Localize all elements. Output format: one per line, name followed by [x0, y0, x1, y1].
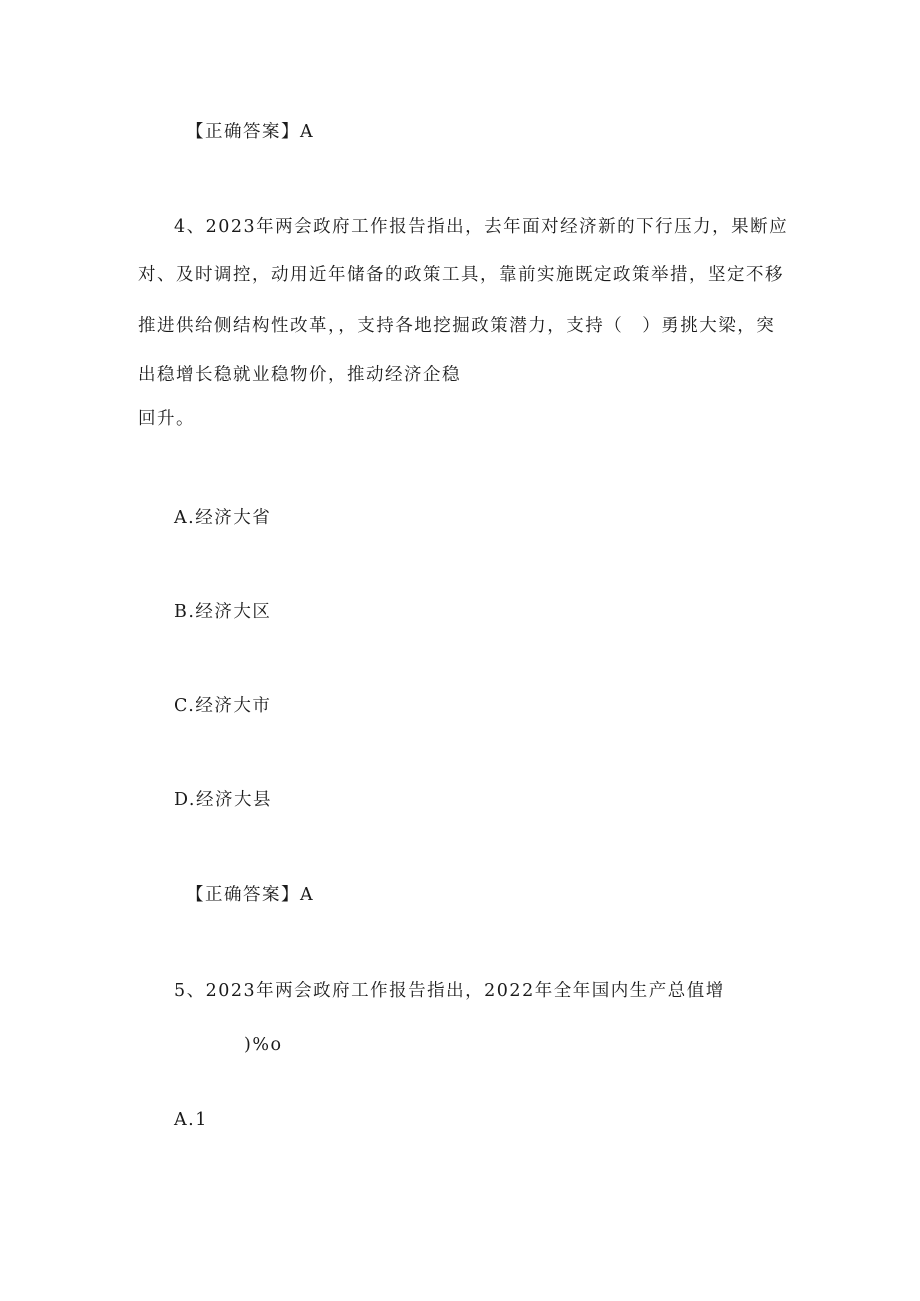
question-4-line-5: 回升。 [138, 409, 195, 429]
question-5-line-2: )%o [244, 1035, 283, 1055]
option-a: A.经济大省 [174, 508, 272, 528]
question-4-line-2: 对、及时调控，动用近年储备的政策工具，靠前实施既定政策举措，坚定不移 [138, 265, 784, 285]
option-c: C.经济大市 [174, 696, 272, 716]
option-b: B.经济大区 [174, 602, 272, 622]
question-4-line-4: 出稳增长稳就业稳物价，推动经济企稳 [138, 365, 461, 385]
answer-label: 【正确答案】A [186, 122, 315, 142]
question-4-line-1: 4、2023年两会政府工作报告指出，去年面对经济新的下行压力，果断应 [174, 217, 789, 237]
answer-label: 【正确答案】A [186, 885, 315, 905]
option-a: A.1 [174, 1110, 208, 1130]
question-4-line-3: 推进供给侧结构性改革，，支持各地挖掘政策潜力，支持（ ）勇挑大梁，突 [138, 316, 776, 336]
question-5-line-1: 5、2023年两会政府工作报告指出，2022年全年国内生产总值增 [174, 981, 725, 1001]
option-d: D.经济大县 [174, 790, 272, 810]
